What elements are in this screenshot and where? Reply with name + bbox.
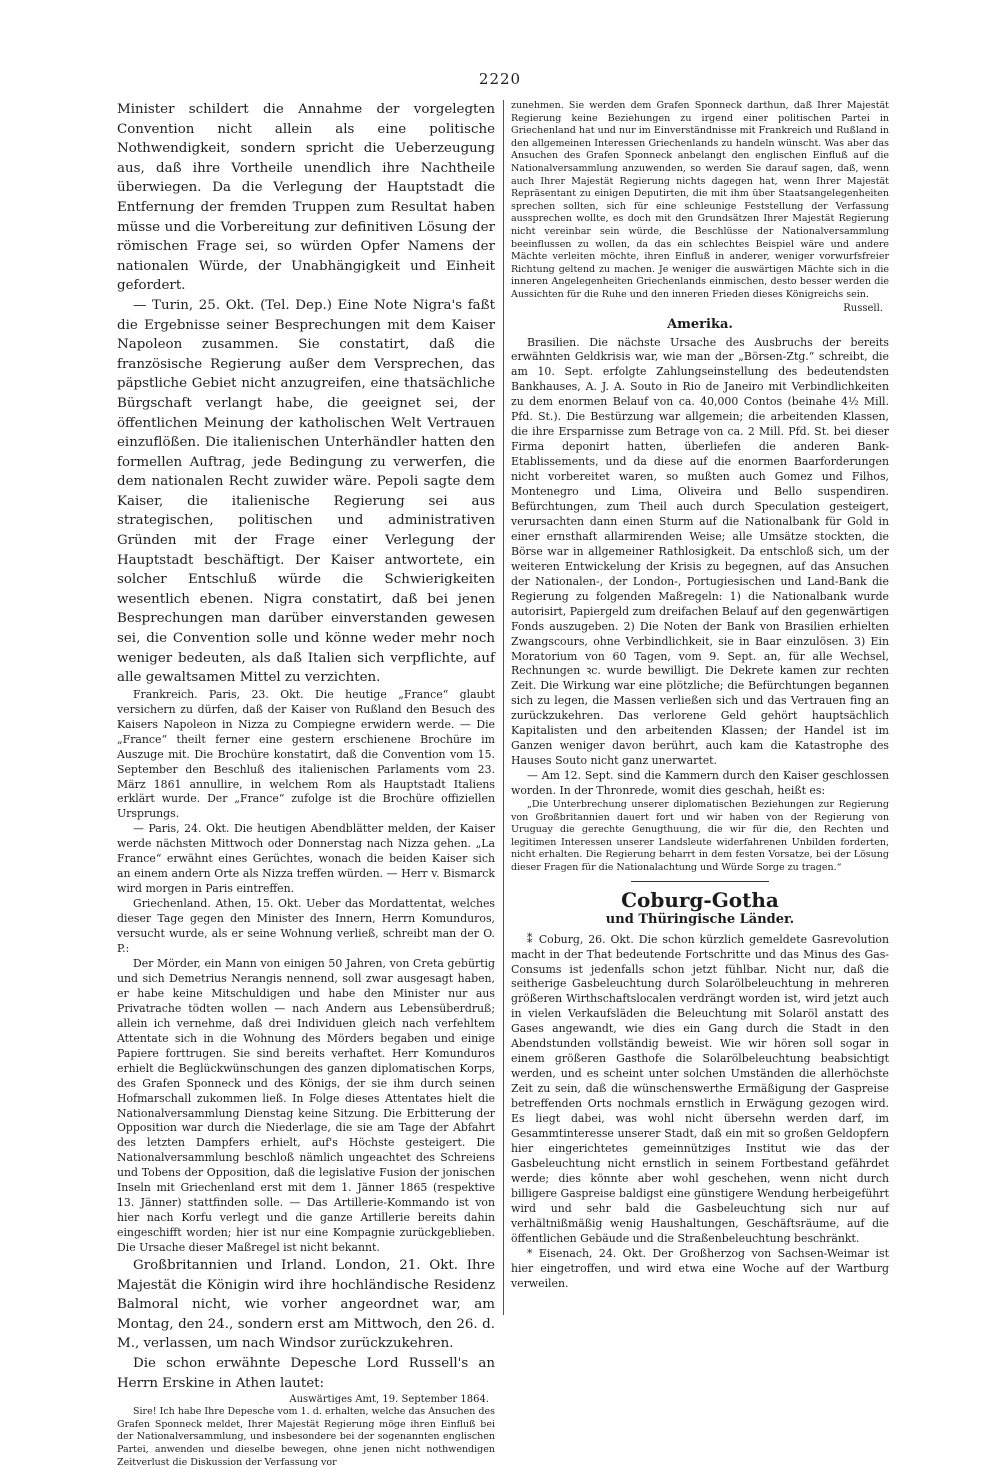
article-paragraph: Minister schildert die Annahme der vorgelegten Convention nicht allein als eine politische Nothwendigkeit, sondern spricht die Ueberzeugung aus, daß ihre Vortheile unendlich ihre Nachtheile überwiegen. Da die Verlegung der Hauptstadt die Entfernung der fremden Truppen zum Resultat haben müsse und die Vorbereitung zur definitiven Lösung der römischen Frage sei, so würden Opfer Namens der nationalen Würde, der Unabhängigkeit und Einheit gefordert.: [117, 102, 495, 294]
left-column: [117, 100, 495, 1468]
dispatch-text: Sire! Ich habe Ihre Depesche vom 1. d. erhalten, welche das Ansuchen des Grafen Sponneck meldet, Ihrer Majestät Regierung möge ihren Einfluß bei der Nationalversammlung, und insbesondere bei der sogenannten englischen Partei, anwenden und dieselbe bewegen, ohne jenen nicht nothwendigen Zeitverlust die Diskussion der Verfassung vor: [117, 1406, 495, 1468]
article-paragraph: Der Mörder, ein Mann von einigen 50 Jahren, von Creta gebürtig und sich Demetrius Nerangis nennend, soll zwar ausgesagt haben, er habe keine Mitschuldigen und habe den Minister nur aus Privatrache tödten wollen — nach Andern aus Lebensüberdruß; allein ich vernehme, daß drei Individuen gleich nach verfehltem Attentate sich in die Wohnung des Mörders begaben und einige Papiere forttrugen. Sie sind bereits verhaftet. Herr Komunduros erhielt die Beglückwünschungen des ganzen diplomatischen Korps, des Grafen Sponneck und des Königs, der sie ihm durch seinen Hofmarschall zukommen ließ. In Folge dieses Attentates hielt die Nationalversammlung Dienstag keine Sitzung. Die Erbitterung der Opposition war durch die Niederlage, die sie am Tage der Abfahrt des letzten Dampfers erhielt, auf's Höchste gesteigert. Die Nationalversammlung beschloß nämlich ungeachtet des Schreiens und Tobens der Opposition, daß die legislative Fusion der jonischen Inseln mit Griechenland erst mit dem 1. Jänner 1865 (respektive 13. Jänner) stattfinden solle. — Das Artillerie-Kommando ist von hier nach Korfu verlegt und die ganze Artillerie bereits dahin eingeschifft worden; hier ist nur eine Kompagnie zurückgeblieben. Die Ursache dieser Maßregel ist nicht bekannt.: [117, 956, 495, 1255]
article-paragraph: — Paris, 24. Okt. Die heutigen Abendblätter melden, der Kaiser werde nächsten Mittwoch oder Donnerstag nach Nizza gehen. „La France“ erwähnt eines Gerüchtes, wonach die beiden Kaiser sich an einem andern Orte als Nizza treffen würden. — Herr v. Bismarck wird morgen in Paris eintreffen.: [117, 822, 495, 896]
article-paragraph: — Am 12. Sept. sind die Kammern durch den Kaiser geschlossen worden. In der Thronrede, womit dies geschah, heißt es:: [511, 769, 889, 798]
column-divider: [503, 100, 504, 1315]
article-paragraph: Griechenland. Athen, 15. Okt. Ueber das Mordattentat, welches dieser Tage gegen den Minister des Innern, Herrn Komunduros, versucht wurde, als er seine Wohnung verließ, schreibt man der O. P.:: [117, 897, 495, 956]
article-paragraph: — Turin, 25. Okt. (Tel. Dep.) Eine Note Nigra's faßt die Ergebnisse seiner Besprechungen mit dem Kaiser Napoleon zusammen. Sie constatirt, daß die französische Regierung außer dem Versprechen, das päpstliche Gebiet nicht anzugreifen, eine thatsächliche Bürgschaft verlangt habe, die geeignet sei, der öffentlichen Meinung der katholischen Welt Vertrauen einzuflößen. Die italienischen Unterhändler hatten den formellen Auftrag, jede Bedingung zu verwerfen, die dem nationalen Recht zuwider wäre. Pepoli sagte dem Kaiser, die italienische Regierung sei aus strategischen, politischen und administrativen Gründen mit der Frage einer Verlegung der Hauptstadt beschäftigt. Der Kaiser antwortete, ein solcher Entschluß würde die Schwierigkeiten wesentlich ebenen. Nigra constatirt, daß bei jenen Besprechungen man darüber einverstanden gewesen sei, die Convention solle und könne weder mehr noch weniger bedeuten, als daß Italien sich verpflichte, auf alle gewaltsamen Mittel zu verzichten.: [117, 297, 495, 686]
dispatch-dateline: Auswärtiges Amt, 19. September 1864.: [289, 1394, 489, 1406]
section-rule: [631, 881, 769, 882]
section-heading-amerika: Amerika.: [667, 316, 733, 332]
article-paragraph: Frankreich. Paris, 23. Okt. Die heutige „France“ glaubt versichern zu dürfen, daß der Kaiser von Rußland den Besuch des Kaisers Napoleon in Nizza zu Compiegne erwidern werde. — Die „France“ theilt ferner eine gestern erschienene Brochüre im Auszuge mit. Die Brochüre konstatirt, daß die Convention vom 15. September den Beschluß des italienischen Parlaments vom 23. März 1861 annullire, in welchem Rom als Hauptstadt Italiens erklärt wurde. Der „France“ zufolge ist die Brochüre offiziellen Ursprungs.: [117, 687, 495, 821]
page-number: 2220: [478, 70, 522, 88]
dispatch-text: zunehmen. Sie werden dem Grafen Sponneck darthun, daß Ihrer Majestät Regierung keine Beziehungen zu irgend einer politischen Partei in Griechenland hat und nur im Einverständnisse mit Frankreich und Rußland in den allgemeinen Interessen Griechenlands zu handeln wünscht. Was aber das Ansuchen des Grafen Sponneck anbelangt den englischen Einfluß auf die Nationalversammlung anzuwenden, so werden Sie darauf sagen, daß, wenn auch Ihrer Majestät Regierung nichts dagegen hat, wenn Ihrer Majestät Repräsentant zu einigen Deputirten, die mit ihm über Staatsangelegenheiten sprechen sollten, sich für eine schleunige Feststellung der Verfassung aussprechen wollte, es doch mit den Grundsätzen Ihrer Majestät Regierung nicht vereinbar sein würde, die Beschlüsse der Nationalversammlung beeinflussen zu wollen, da das ein schlechtes Beispiel wäre und andere Mächte verleiten möchte, ihren Einfluß in anderer, weniger vorwurfsfreier Richtung geltend zu machen. Je weniger die auswärtigen Mächte sich in die inneren Angelegenheiten Griechenlands einmischen, desto besser werden die Aussichten für die Ruhe und den inneren Frieden dieses Königreichs sein.: [511, 100, 889, 300]
article-paragraph: Großbritannien und Irland. London, 21. Okt. Ihre Majestät die Königin wird ihre hochländische Residenz Balmoral nicht, wie vorher angeordnet war, am Montag, den 24., sondern erst am Mittwoch, den 26. d. M., verlassen, um nach Windsor zurückzukehren.: [117, 1258, 495, 1352]
section-headline: Coburg-Gotha: [621, 887, 779, 912]
quoted-speech: „Die Unterbrechung unserer diplomatischen Beziehungen zur Regierung von Großbritannien dauert fort und wir haben von der Regierung von Uruguay die gerechte Genugthuung, die wir für die, den Rechten und legitimen Interessen unserer Landsleute widerfahrenen Unbilden forderten, nicht erhalten. Die Regierung beharrt in dem festen Vorsatze, bei der Lösung dieser Fragen für die Nationalachtung und Würde Sorge zu tragen.“: [511, 799, 889, 874]
section-subheadline: und Thüringische Länder.: [605, 911, 795, 927]
article-paragraph: * Eisenach, 24. Okt. Der Großherzog von Sachsen-Weimar ist hier eingetroffen, und wird etwa eine Woche auf der Wartburg verweilen.: [511, 1246, 889, 1290]
article-paragraph: ⁑ Coburg, 26. Okt. Die schon kürzlich gemeldete Gasrevolution macht in der That bedeutende Fortschritte und das Minus des Gas-Consums ist jedenfalls schon jetzt fühlbar. Nicht nur, daß die seitherige Gasbeleuchtung durch Solarölbeleuchtung in mehreren größeren Wirthschaftslocalen verdrängt worden ist, wird jetzt auch in vielen Verkaufsläden die Beleuchtung mit Solaröl anstatt des Gases angewandt, wie dies ein Gang durch die Stadt in den Abendstunden vollständig beweist. Wie wir hören soll sogar in einem größeren Gasthofe die Solarölbeleuchtung beabsichtigt werden, und es scheint unter solchen Umständen die allerhöchste Zeit zu sein, daß die wünschenswerthe Ermäßigung der Gaspreise betreffenden Orts nochmals ernstlich in Erwägung gezogen wird. Es liegt dabei, was wohl nicht übersehn werden darf, im Gesammtinteresse unserer Stadt, daß ein mit so großen Geldopfern hier eingerichtetes gemeinnütziges Institut wie das der Gasbeleuchtung nicht ernstlich in seinem Fortbestand gefährdet werde; dies könnte aber wohl geschehen, wenn nicht durch billigere Gaspreise baldigst eine günstigere Wendung herbeigeführt wird und sehr bald die Gasbeleuchtung sich nur auf verhältnißmäßig wenig Haushaltungen, Geschäftsräume, auf die öffentlichen Gebäude und die Straßenbeleuchtung beschränkt.: [511, 932, 889, 1245]
article-paragraph: Die schon erwähnte Depesche Lord Russell's an Herrn Erskine in Athen lautet:: [117, 1356, 495, 1391]
article-paragraph: Brasilien. Die nächste Ursache des Ausbruchs der bereits erwähnten Geldkrisis war, wie man der „Börsen-Ztg.“ schreibt, die am 10. Sept. erfolgte Zahlungseinstellung des bedeutendsten Bankhauses, A. J. A. Souto in Rio de Janeiro mit Verbindlichkeiten zu dem enormen Belauf von ca. 40,000 Contos (beinahe 4½ Mill. Pfd. St.). Die Bestürzung war allgemein; die arbeitenden Klassen, die ihre Ersparnisse zum Betrage von ca. 2 Mill. Pfd. St. bei dieser Firma deponirt hatten, überliefen die anderen Bank-Etablissements, und da diese auf die enormen Baarforderungen nicht vorbereitet waren, so mußten auch Gomez und Filhos, Montenegro und Lima, Oliveira und Bello suspendiren. Befürchtungen, zum Theil auch durch Speculation gesteigert, verursachten dann einen Sturm auf die Nationalbank für Gold in einer ernsthaft allarmirenden Weise; alle Umsätze stockten, die Börse war in allgemeiner Rathlosigkeit. Da entschloß sich, um der weiteren Entwickelung der Krisis zu begegnen, auf das Ansuchen der Nationalen-, der London-, Portugiesischen und Land-Bank die Regierung zu folgenden Maßregeln: 1) die Nationalbank wurde autorisirt, Papiergeld zum dreifachen Belauf auf den gegenwärtigen Fonds auszugeben. 2) Die Noten der Bank von Brasilien erhielten Zwangscours, ohne Verbindlichkeit, sie in Baar einzulösen. 3) Ein Moratorium von 60 Tagen, vom 9. Sept. an, für alle Wechsel, Rechnungen ꝛc. wurde bewilligt. Die Dekrete kamen zur rechten Zeit. Die Wirkung war eine plötzliche; die Befürchtungen begannen sich zu legen, die Massen verließen sich und das Vertrauen fing an zurückzukehren. Das verlorene Geld gehört hauptsächlich Kapitalisten und den arbeitenden Klassen; der Handel ist im Ganzen weniger davon berührt, auch kam die Katastrophe des Hauses Souto nicht ganz unerwartet.: [511, 335, 889, 768]
right-column: [511, 100, 889, 1334]
dispatch-signature: Russell.: [843, 302, 883, 314]
